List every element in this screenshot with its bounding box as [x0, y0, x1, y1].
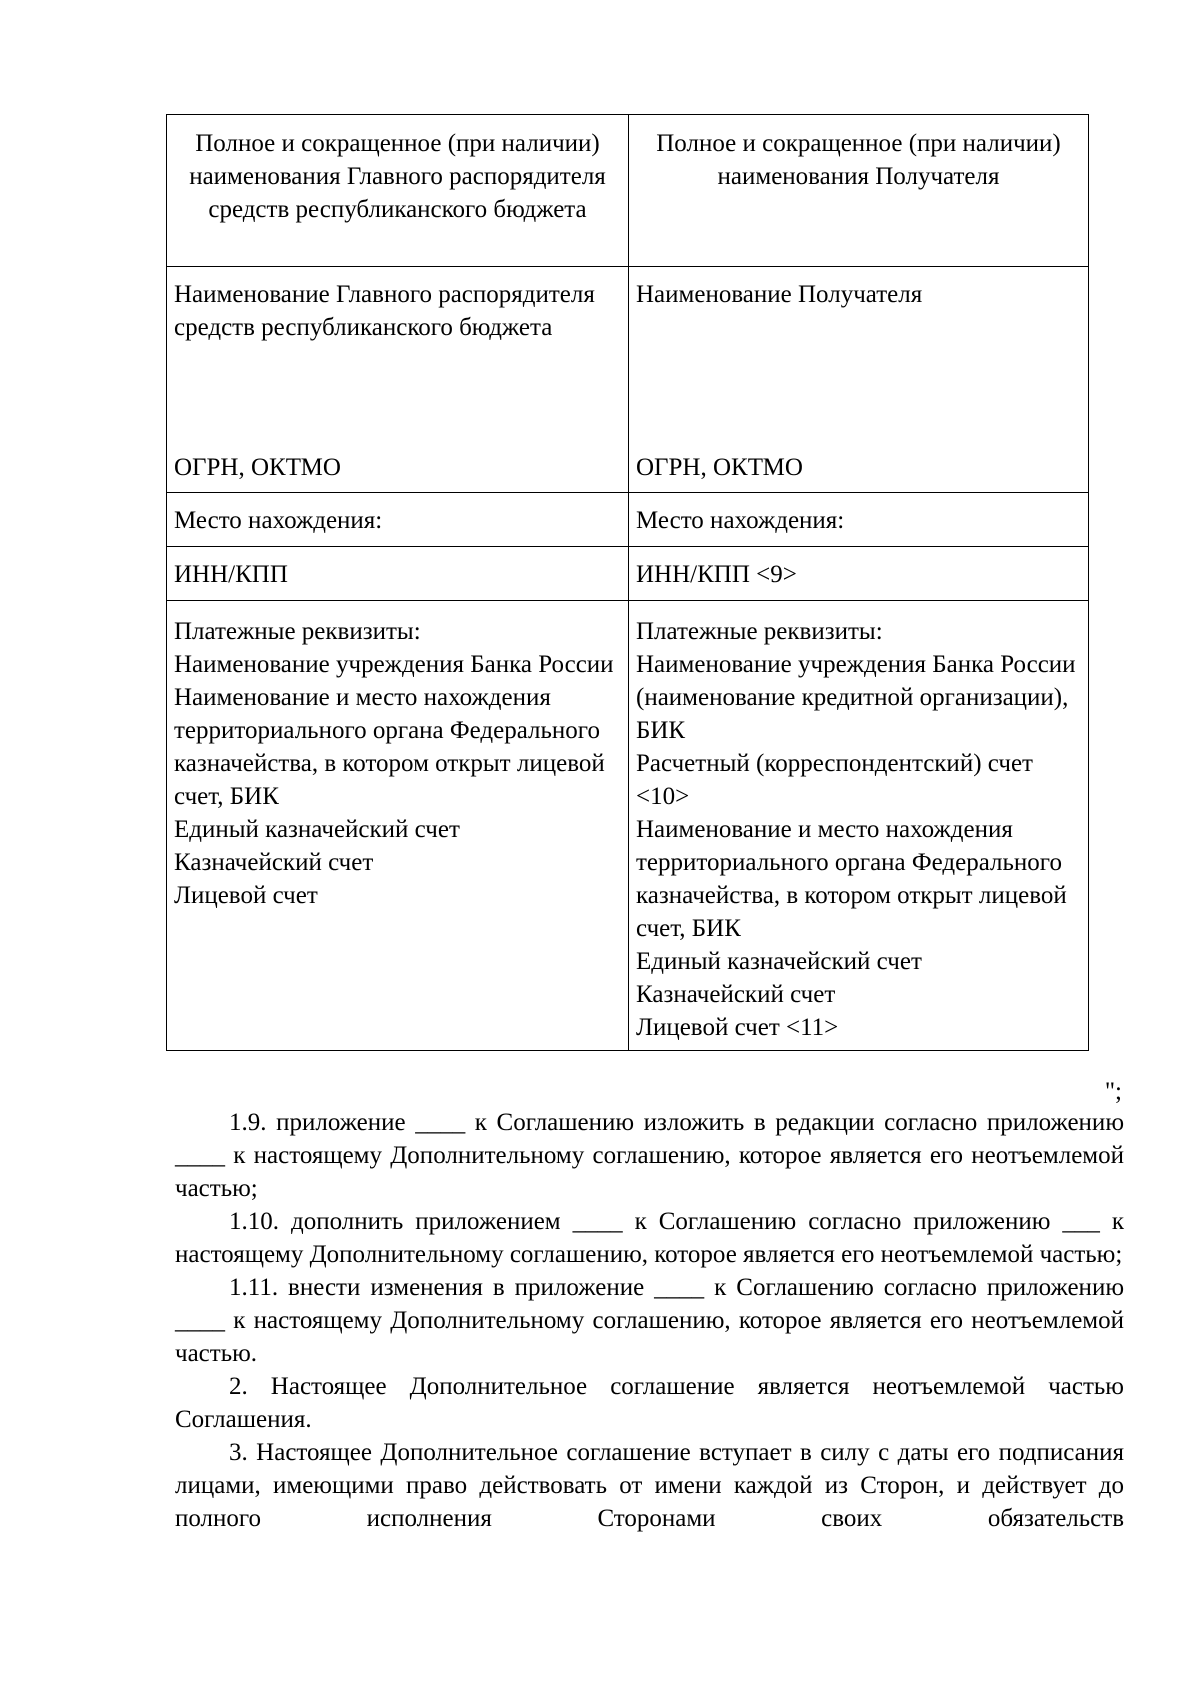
bank-line: Платежные реквизиты:	[174, 618, 421, 645]
bank-line: Наименование учреждения Банка России (наименование кредитной организации), БИК	[636, 651, 1076, 744]
bank-line: Лицевой счет <11>	[636, 1014, 839, 1041]
recipient-ogrn: ОГРН, ОКТМО	[636, 454, 803, 481]
recipient-name-cell	[629, 267, 1089, 493]
header-grantor-cell: Полное и сокращенное (при наличии) наименования Главного распорядителя средств республиканского бюджета	[167, 115, 629, 267]
paragraph-2: 2. Настоящее Дополнительное соглашение является неотъемлемой частью Соглашения.	[175, 1373, 1124, 1433]
grantor-inn-cell: ИНН/КПП	[167, 547, 629, 601]
grantor-name: Наименование Главного распорядителя средств республиканского бюджета	[174, 281, 595, 341]
paragraph-3: 3. Настоящее Дополнительное соглашение вступает в силу с даты его подписания лицами, имеющими право действовать от имени каждой из Сторон, и действует до полного исполнения Сторонами своих обязательств	[175, 1439, 1124, 1532]
bank-line: Наименование учреждения Банка России	[174, 651, 614, 678]
table-row-inn	[167, 547, 1089, 601]
grantor-location-cell: Место нахождения:	[167, 493, 629, 547]
body-text	[175, 1106, 1124, 1535]
bank-line: Наименование и место нахождения территориального органа Федерального казначейства, в котором открыт лицевой счет, БИК	[174, 684, 605, 810]
requisites-table	[166, 114, 1089, 1051]
recipient-inn-cell: ИНН/КПП <9>	[629, 547, 1089, 601]
bank-line: Платежные реквизиты:	[636, 618, 883, 645]
table-row-bank	[167, 601, 1089, 1051]
bank-line: Казначейский счет	[174, 849, 374, 876]
closing-quote: ";	[1104, 1078, 1122, 1105]
recipient-name: Наименование Получателя	[636, 281, 923, 308]
table-row-header	[167, 115, 1089, 267]
recipient-location-cell: Место нахождения:	[629, 493, 1089, 547]
grantor-name-cell	[167, 267, 629, 493]
paragraph-1-9: 1.9. приложение ____ к Соглашению изложить в редакции согласно приложению ____ к настоящему Дополнительному соглашению, которое является его неотъемлемой частью;	[175, 1109, 1124, 1202]
bank-line: Казначейский счет	[636, 981, 836, 1008]
paragraph-1-11: 1.11. внести изменения в приложение ____ к Соглашению согласно приложению ____ к настоящему Дополнительному соглашению, которое является его неотъемлемой частью.	[175, 1274, 1124, 1367]
header-recipient-cell: Полное и сокращенное (при наличии) наименования Получателя	[629, 115, 1089, 267]
grantor-bank-cell	[167, 601, 629, 1051]
bank-line: Лицевой счет	[174, 882, 318, 909]
recipient-bank-cell	[629, 601, 1089, 1051]
bank-line: Единый казначейский счет	[174, 816, 460, 843]
paragraph-1-10: 1.10. дополнить приложением ____ к Соглашению согласно приложению ___ к настоящему Дополнительному соглашению, которое является его неотъемлемой частью;	[175, 1208, 1124, 1268]
grantor-ogrn: ОГРН, ОКТМО	[174, 454, 341, 481]
table-row-location	[167, 493, 1089, 547]
bank-line: Наименование и место нахождения территориального органа Федерального казначейства, в котором открыт лицевой счет, БИК	[636, 816, 1067, 942]
bank-line: Единый казначейский счет	[636, 948, 922, 975]
bank-line: Расчетный (корреспондентский) счет <10>	[636, 750, 1033, 810]
table-row-names	[167, 267, 1089, 493]
